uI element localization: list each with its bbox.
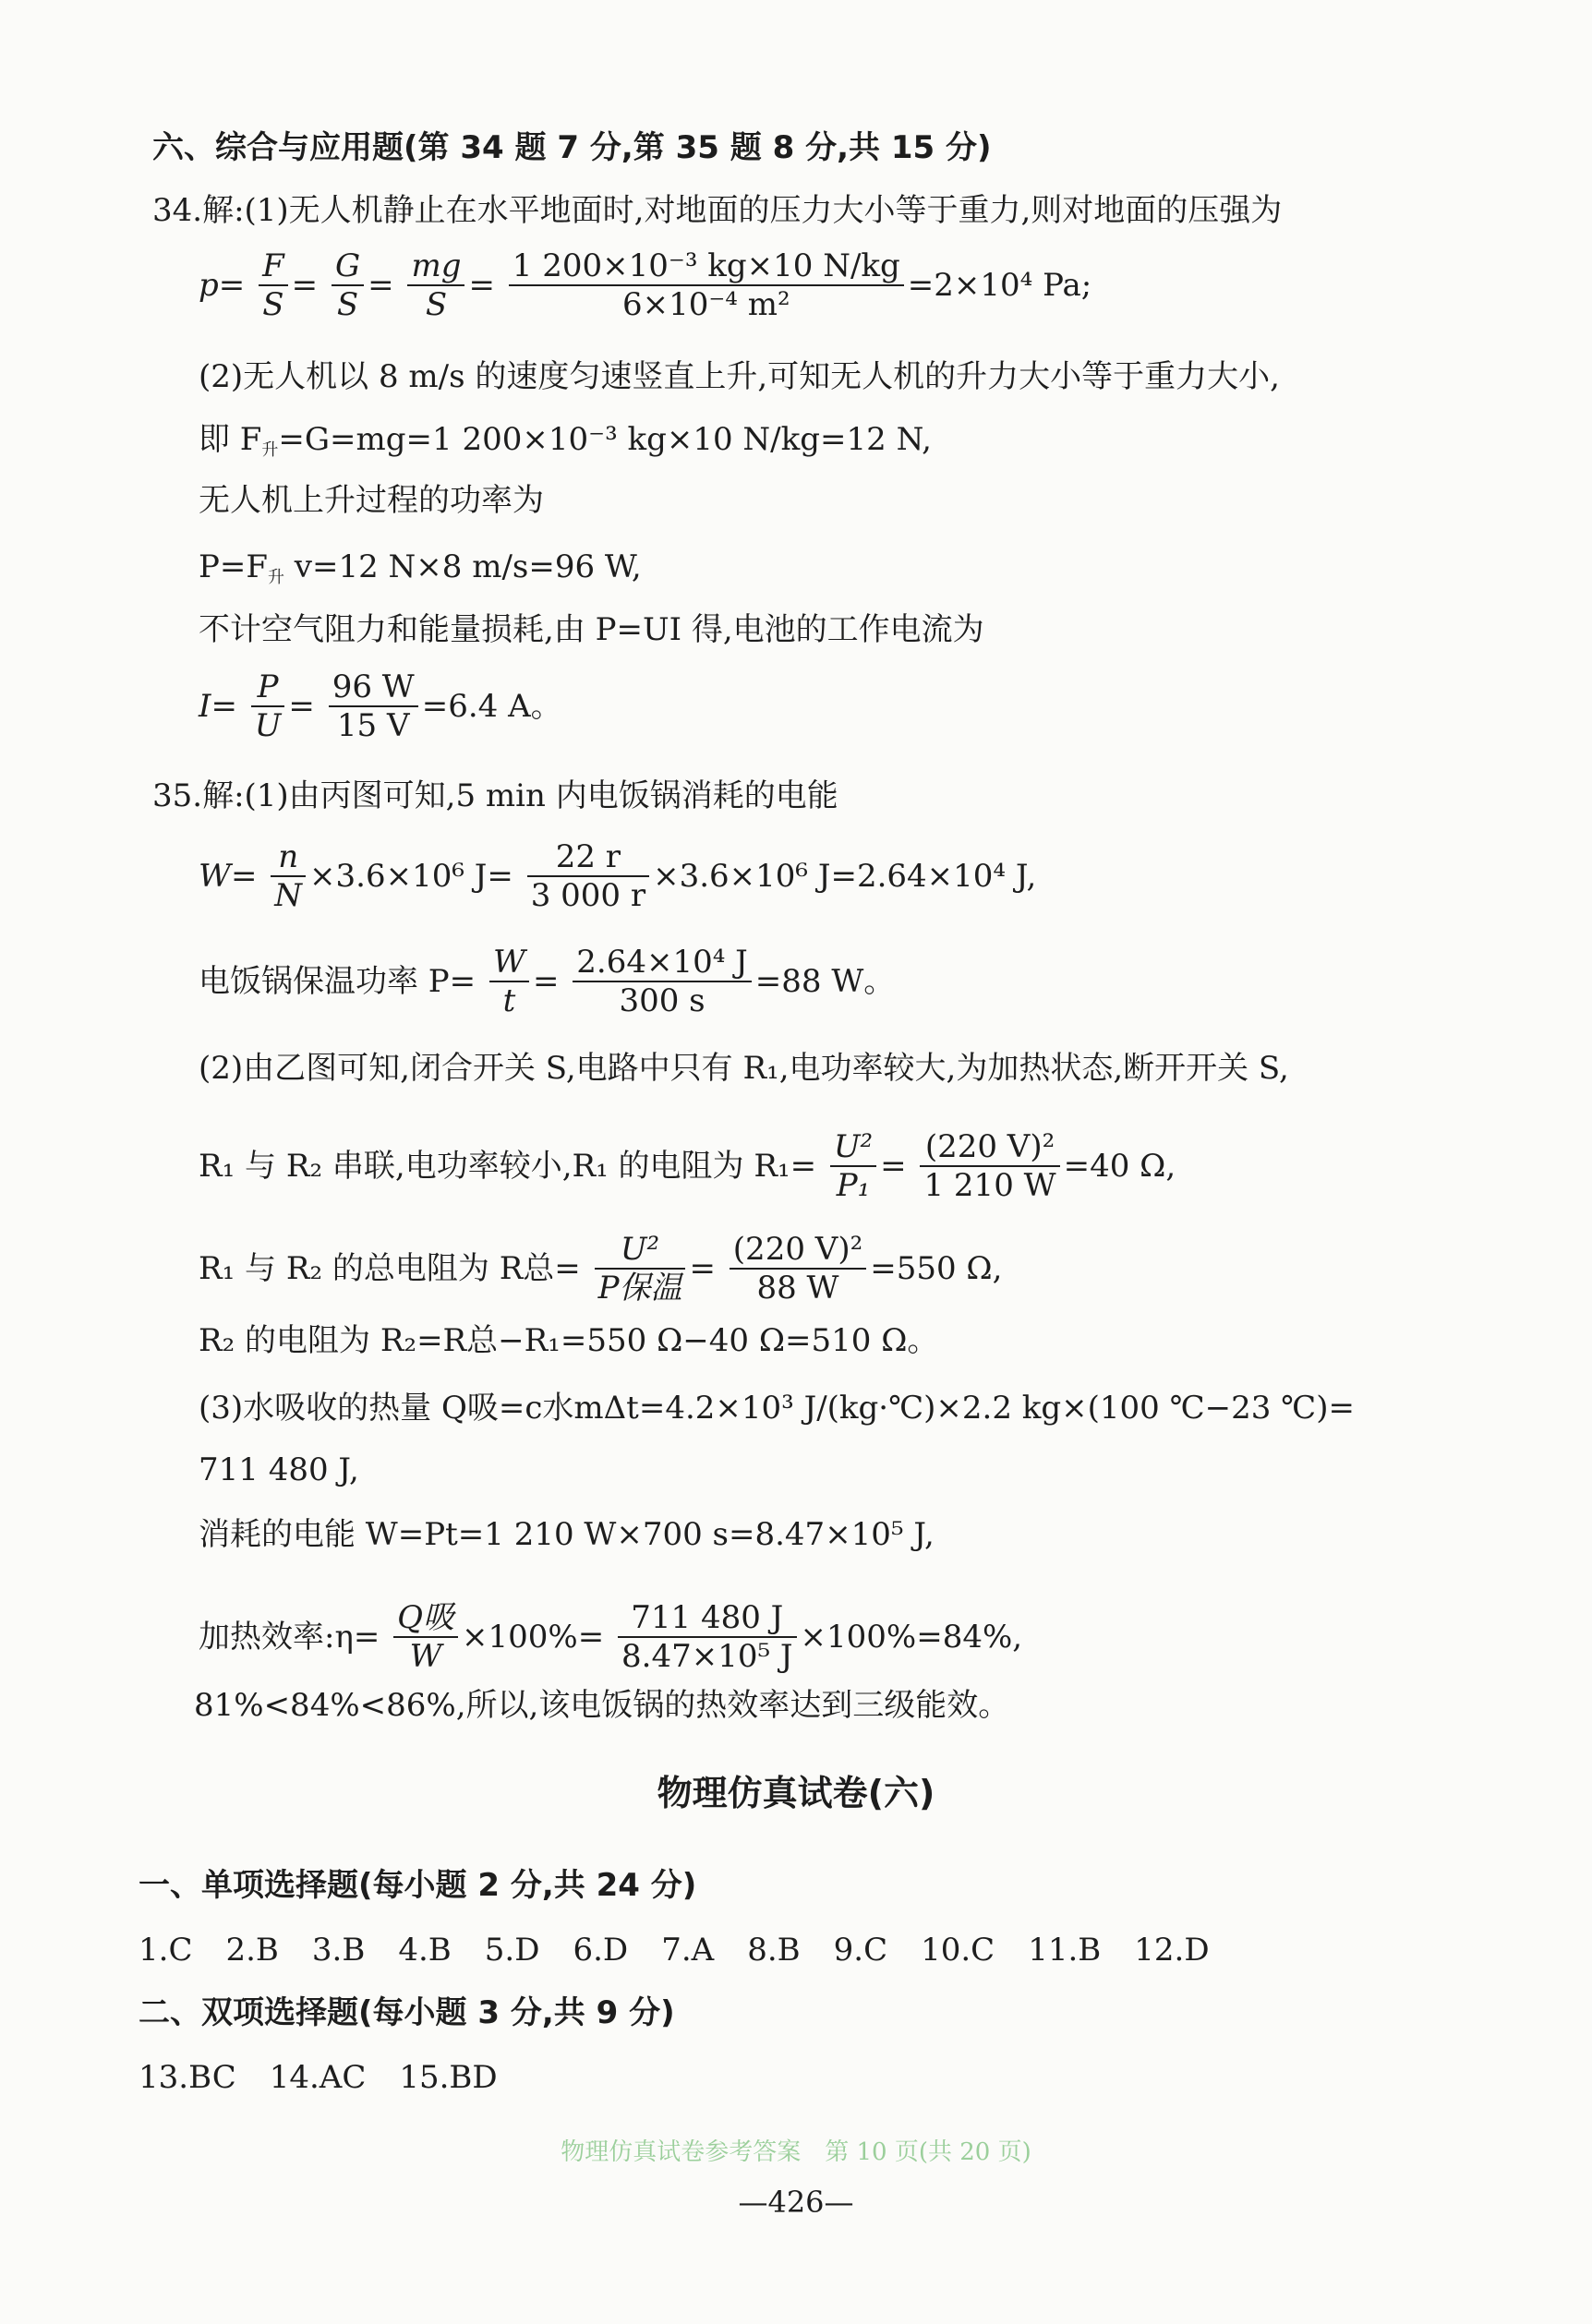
answer: 14.AC [269, 2059, 367, 2096]
answer: 13.BC [139, 2059, 236, 2096]
den: 3 000 r [530, 877, 646, 914]
q35-part3-cont: 711 480 J, [199, 1451, 359, 1488]
total-resistance-equation: R₁ 与 R₂ 的总电阻为 R总= $\frac{\text{U²}}{\text{P保温}}$ = $\frac{\text{(220 V)²}}{88 W}$ =550 Ω, [199, 1231, 1003, 1306]
fraction-p-u [251, 668, 285, 744]
fraction-values [573, 944, 752, 1019]
single-choice-heading: 一、单项选择题(每小题 2 分,共 24 分) [139, 1867, 697, 1904]
den: t [502, 982, 516, 1019]
num: (220 V)² [920, 1128, 1059, 1167]
fraction-u2-pkeep [595, 1231, 686, 1306]
fraction-values [509, 247, 904, 323]
i-symbol: I [199, 688, 211, 725]
fraction-u2-p1 [830, 1128, 876, 1204]
num: Q吸 [393, 1599, 458, 1638]
result: ×3.6×10⁶ J=2.64×10⁴ J, [653, 858, 1037, 895]
text: ×3.6×10⁶ J= [309, 858, 513, 895]
num: U² [830, 1128, 876, 1167]
current-equation: I= $\frac{P}{U}$ = $\frac{96 W}{15 V}$ =6.4 A。 [199, 668, 562, 744]
p-symbol: p [199, 267, 219, 304]
text: 加热效率:η= [199, 1619, 380, 1656]
num: P [251, 668, 285, 707]
page-title: 物理仿真试卷(六) [657, 1773, 935, 1813]
result: =550 Ω, [870, 1250, 1003, 1287]
double-choice-heading: 二、双项选择题(每小题 3 分,共 9 分) [139, 1994, 675, 2031]
q34-part2: (2)无人机以 8 m/s 的速度匀速竖直上升,可知无人机的升力大小等于重力大小, [199, 358, 1280, 395]
single-choice-answers [139, 1930, 1210, 1970]
den: 6×10⁻⁴ m² [621, 286, 790, 323]
num: n [271, 838, 306, 877]
fraction-values [527, 838, 649, 914]
r1-equation: R₁ 与 R₂ 串联,电功率较小,R₁ 的电阻为 R₁= $\frac{\text{U²}}{\text{P₁}}$ = $\frac{\text{(220 V)²}}{1 210 W}$ =40 Ω, [199, 1128, 1176, 1204]
power-label: 无人机上升过程的功率为 [199, 482, 544, 519]
result: =88 W。 [754, 963, 896, 1000]
text: R₁ 与 R₂ 串联,电功率较小,R₁ 的电阻为 R₁= [199, 1148, 817, 1185]
text: R₁ 与 R₂ 的总电阻为 R总= [199, 1250, 581, 1287]
answer: 12.D [1134, 1932, 1210, 1969]
pressure-equation: p= $\frac{F}{S}$ = $\frac{G}{S}$ = $\frac{mg}{S}$ = $\frac{\text{1 200×10⁻³ kg×10 N/kg}}{\text{6×10⁻⁴ m²}}$ =2×10⁴ Pa; [199, 247, 1092, 323]
answer: 4.B [398, 1932, 452, 1969]
r2-line: R₂ 的电阻为 R₂=R总−R₁=550 Ω−40 Ω=510 Ω。 [199, 1322, 939, 1359]
num: (220 V)² [730, 1231, 866, 1270]
fraction-n-n [271, 838, 306, 914]
num: G [332, 247, 364, 286]
num: mg [407, 247, 464, 286]
answer: 2.B [225, 1932, 279, 1969]
den: 15 V [336, 707, 410, 744]
den: P保温 [597, 1270, 682, 1306]
answer: 1.C [139, 1932, 193, 1969]
num: 2.64×10⁴ J [573, 944, 752, 982]
subscript: 升 [261, 440, 279, 460]
num: 1 200×10⁻³ kg×10 N/kg [509, 247, 904, 286]
fraction-f-s [259, 247, 288, 323]
num: 711 480 J [618, 1599, 797, 1638]
energy-equation: W= $\frac{n}{N}$ ×3.6×10⁶ J= $\frac{22 r}{3 000 r}$ ×3.6×10⁶ J=2.64×10⁴ J, [199, 838, 1037, 914]
current-label: 不计空气阻力和能量损耗,由 P=UI 得,电池的工作电流为 [199, 611, 984, 648]
den: W [409, 1638, 442, 1675]
den: 300 s [619, 982, 706, 1019]
den: S [336, 286, 359, 323]
den: U [254, 707, 282, 744]
result: =2×10⁴ Pa; [907, 267, 1092, 304]
conclusion: 81%<84%<86%,所以,该电饭锅的热效率达到三级能效。 [194, 1687, 1010, 1724]
answer: 6.D [573, 1932, 629, 1969]
text: 即 F [199, 421, 262, 458]
fraction-mg-s [407, 247, 464, 323]
q34-intro: 34.解:(1)无人机静止在水平地面时,对地面的压力大小等于重力,则对地面的压强为 [152, 192, 1283, 229]
text: P=F [199, 548, 268, 585]
subscript: 升 [267, 568, 284, 587]
den: 88 W [756, 1270, 839, 1306]
text: v=12 N×8 m/s=96 W, [283, 548, 642, 585]
fraction-values [730, 1231, 866, 1306]
fraction-values [329, 668, 418, 744]
den: S [425, 286, 448, 323]
den: 8.47×10⁵ J [621, 1638, 793, 1675]
power-equation [199, 547, 642, 598]
running-footer: 物理仿真试卷参考答案 第 10 页(共 20 页) [561, 2138, 1031, 2166]
text: =G=mg=1 200×10⁻³ kg×10 N/kg=12 N, [278, 421, 932, 458]
efficiency-equation [199, 1599, 1022, 1675]
fraction-q-w [393, 1599, 458, 1675]
num: 96 W [329, 668, 418, 707]
fraction-w-t [489, 944, 529, 1019]
section-heading: 六、综合与应用题(第 34 题 7 分,第 35 题 8 分,共 15 分) [152, 129, 992, 166]
num: 22 r [527, 838, 649, 877]
energy-line: 消耗的电能 W=Pt=1 210 W×700 s=8.47×10⁵ J, [199, 1516, 935, 1553]
keep-warm-equation: 电饭锅保温功率 P= $\frac{W}{t}$ = $\frac{\text{2.64×10⁴ J}}{300 s}$ =88 W。 [199, 944, 896, 1019]
answer: 15.BD [399, 2059, 498, 2096]
fraction-g-s [332, 247, 364, 323]
answer: 3.B [311, 1932, 366, 1969]
den: S [262, 286, 284, 323]
result: ×100%=84%, [800, 1619, 1023, 1656]
lift-equation [199, 419, 932, 471]
den: P₁ [836, 1167, 871, 1204]
num: U² [595, 1231, 686, 1270]
num: W [489, 944, 529, 982]
text: 电饭锅保温功率 P= [199, 963, 476, 1000]
num: F [259, 247, 288, 286]
answer: 10.C [921, 1932, 995, 1969]
result: =6.4 A。 [421, 688, 562, 725]
answer: 11.B [1028, 1932, 1102, 1969]
double-choice-answers [139, 2057, 498, 2098]
w-symbol: W [199, 858, 231, 895]
fraction-values [618, 1599, 797, 1675]
answer: 9.C [833, 1932, 888, 1969]
answer: 5.D [484, 1932, 540, 1969]
text: ×100%= [462, 1619, 605, 1656]
den: 1 210 W [923, 1167, 1056, 1204]
q35-intro: 35.解:(1)由丙图可知,5 min 内电饭锅消耗的电能 [152, 777, 838, 814]
fraction-values [920, 1128, 1059, 1204]
answer: 7.A [661, 1932, 715, 1969]
result: =40 Ω, [1063, 1148, 1176, 1185]
q35-part2: (2)由乙图可知,闭合开关 S,电路中只有 R₁,电功率较大,为加热状态,断开开关 S, [199, 1050, 1289, 1087]
answer: 8.B [747, 1932, 801, 1969]
page-number: —426— [738, 2185, 854, 2220]
q35-part3: (3)水吸收的热量 Q吸=c水mΔt=4.2×10³ J/(kg·℃)×2.2 kg×(100 ℃−23 ℃)= [199, 1390, 1355, 1427]
den: N [274, 877, 303, 914]
